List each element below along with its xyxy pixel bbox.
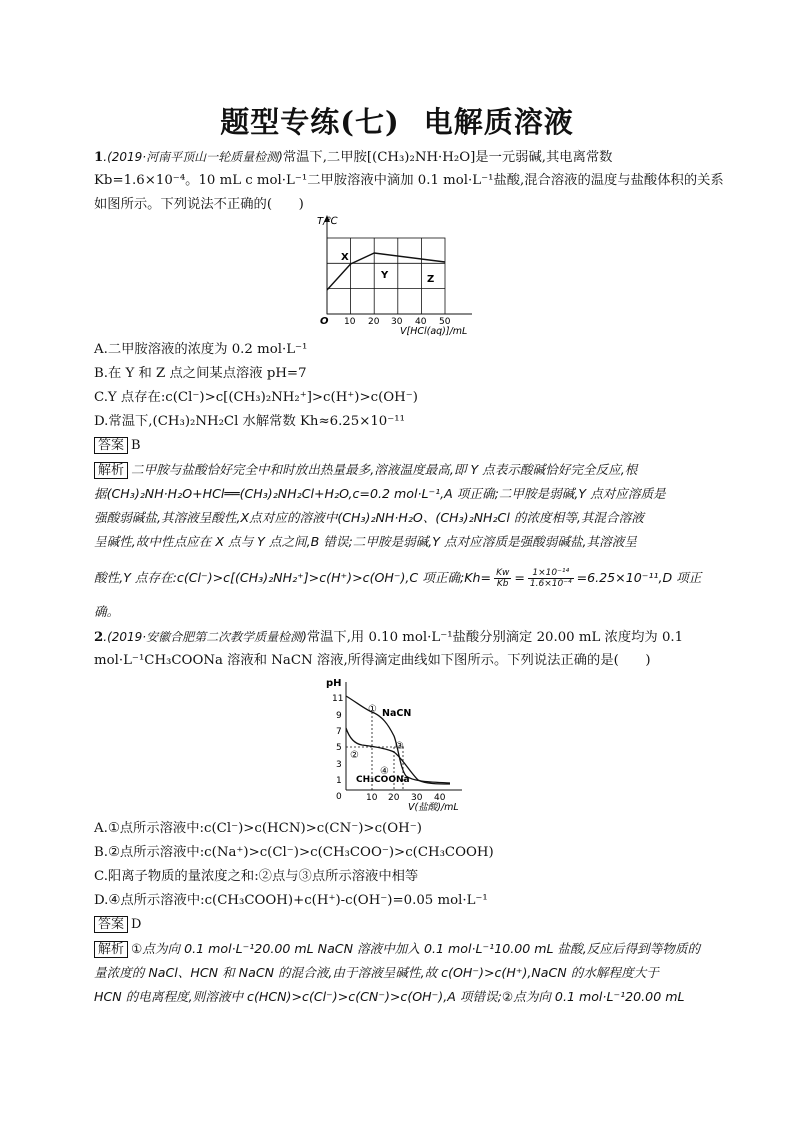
q1-analysis-5a: 酸性,Y 点存在:c(Cl⁻)>c[(CH₃)₂NH₂⁺]>c(H⁺)>c(OH⁻),C 项正确;Kh= <box>94 570 492 585</box>
q2-answer-row <box>94 916 700 934</box>
q2-analysis-tag: 解析 <box>94 941 128 958</box>
q1-point-y: Y <box>381 270 389 281</box>
q1-stem-1: 常温下,二甲胺[(CH₃)₂NH·H₂O]是一元弱碱,其电离常数 <box>282 150 613 165</box>
q1-xtick: 10 <box>344 317 356 327</box>
q1-option-d: D.常温下,(CH₃)₂NH₂Cl 水解常数 Kh≈6.25×10⁻¹¹ <box>94 414 405 429</box>
q1-point-z: Z <box>427 274 435 285</box>
q1-analysis-5 <box>94 568 700 589</box>
q1-analysis-6: 确。 <box>94 604 120 619</box>
q2-analysis-2: 量浓度的 NaCl、HCN 和 NaCN 的混合液,由于溶液呈碱性,故 c(OH⁻)>c(H⁺),NaCN 的水解程度大于 <box>94 965 659 980</box>
q2-ytick: 1 <box>336 776 342 786</box>
q2-ytick: 5 <box>336 743 342 753</box>
q1-analysis-text: 二甲胺与盐酸恰好完全中和时放出热量最多,溶液温度最高,即 Y 点表示酸碱恰好完全反应,根 <box>131 462 638 477</box>
frac-den: 1.6×10⁻⁴ <box>529 579 572 589</box>
q1-number: 1 <box>94 150 104 165</box>
q2-y-label: pH <box>326 678 342 689</box>
q2-ytick: 7 <box>336 727 342 737</box>
q1-option-c: C.Y 点存在:c(Cl⁻)>c[(CH₃)₂NH₂⁺]>c(H⁺)>c(OH⁻) <box>94 390 418 405</box>
q2-option-c: C.阳离子物质的量浓度之和:②点与③点所示溶液中相等 <box>94 869 419 884</box>
q2-source: .(2019·安徽合肥第二次教学质量检测) <box>103 630 307 644</box>
q2-ch3coona-label: CH₃COONa <box>356 775 410 785</box>
q2-mark-2: ② <box>350 750 359 761</box>
q2-nacn-label: NaCN <box>382 708 412 719</box>
q2-option-a: A.①点所示溶液中:c(Cl⁻)>c(HCN)>c(CN⁻)>c(OH⁻) <box>94 821 422 836</box>
q2-option-d: D.④点所示溶液中:c(CH₃COOH)+c(H⁺)-c(OH⁻)=0.05 mol·L⁻¹ <box>94 893 488 908</box>
q1-answer-tag: 答案 <box>94 437 128 454</box>
q2-analysis-1 <box>94 940 700 958</box>
q2-line1 <box>94 628 700 647</box>
q2-option-b: B.②点所示溶液中:c(Na⁺)>c(Cl⁻)>c(CH₃COO⁻)>c(CH₃COOH) <box>94 845 494 860</box>
q1-line1 <box>94 148 700 167</box>
q1-xtick: 30 <box>391 317 403 327</box>
q1-option-b: B.在 Y 和 Z 点之间某点溶液 pH=7 <box>94 366 307 381</box>
q2-stem-1: 常温下,用 0.10 mol·L⁻¹盐酸分别滴定 20.00 mL 浓度均为 0.1 <box>306 630 684 645</box>
q1-analysis-tag: 解析 <box>94 462 128 479</box>
q1-xtick: 20 <box>368 317 380 327</box>
title-part1: 题型专练(七) <box>220 105 400 139</box>
q1-analysis-2: 据(CH₃)₂NH·H₂O+HCl══(CH₃)₂NH₂Cl+H₂O,c=0.2 mol·L⁻¹,A 项正确;二甲胺是弱碱,Y 点对应溶质是 <box>94 486 666 501</box>
title-part2: 电解质溶液 <box>423 105 574 139</box>
q2-origin: 0 <box>336 792 342 802</box>
q2-xtick: 20 <box>388 793 400 803</box>
q2-ytick: 11 <box>332 694 344 704</box>
q2-number: 2 <box>94 630 104 645</box>
q2-answer-tag: 答案 <box>94 916 128 933</box>
q2-line2: mol·L⁻¹CH₃COONa 溶液和 NaCN 溶液,所得滴定曲线如下图所示。下列说法正确的是( ) <box>94 653 651 668</box>
q1-answer: B <box>131 438 141 453</box>
q2-x-label: V(盐酸)/mL <box>408 802 459 812</box>
q1-point-x: X <box>341 252 349 263</box>
q1-temperature-chart <box>312 212 492 336</box>
q2-titration-chart <box>322 672 470 812</box>
q1-x-label: V[HCl(aq)]/mL <box>400 326 468 336</box>
frac-den: Kb <box>496 579 509 589</box>
q2-analysis-3: HCN 的电离程度,则溶液中 c(HCN)>c(Cl⁻)>c(CN⁻)>c(OH⁻),A 项错误;②点为向 0.1 mol·L⁻¹20.00 mL <box>94 989 685 1004</box>
q1-xtick: 50 <box>439 317 451 327</box>
q2-mark-4: ④ <box>380 766 389 777</box>
q2-mark-1: ① <box>368 704 377 715</box>
q1-analysis-5b: =6.25×10⁻¹¹,D 项正 <box>576 570 702 585</box>
q1-analysis-4: 呈碱性,故中性点应在 X 点与 Y 点之间,B 错误;二甲胺是弱碱,Y 点对应溶质是强酸弱碱盐,其溶液呈 <box>94 534 637 549</box>
q2-analysis-text: ①点为向 0.1 mol·L⁻¹20.00 mL NaCN 溶液中加入 0.1 mol·L⁻¹10.00 mL 盐酸,反应后得到等物质的 <box>131 941 701 956</box>
q1-line3: 如图所示。下列说法不正确的( ) <box>94 197 304 212</box>
q1-option-a: A.二甲胺溶液的浓度为 0.2 mol·L⁻¹ <box>94 342 308 357</box>
q1-line2: Kb=1.6×10⁻⁴。10 mL c mol·L⁻¹二甲胺溶液中滴加 0.1 mol·L⁻¹盐酸,混合溶液的温度与盐酸体积的关系 <box>94 173 724 188</box>
q2-ytick: 3 <box>336 760 342 770</box>
q2-xtick: 30 <box>411 793 423 803</box>
q2-ytick: 9 <box>336 711 342 721</box>
q1-answer-row <box>94 437 700 455</box>
q2-xtick: 40 <box>434 793 446 803</box>
q2-mark-3: ③ <box>395 741 404 752</box>
page-title <box>0 100 794 141</box>
q1-analysis-3: 强酸弱碱盐,其溶液呈酸性,X点对应的溶液中(CH₃)₂NH·H₂O、(CH₃)₂NH₂Cl 的浓度相等,其混合溶液 <box>94 510 644 525</box>
q1-y-label: T/℃ <box>317 216 338 227</box>
q1-xtick: 40 <box>415 317 427 327</box>
equals-sign: = <box>514 570 525 585</box>
kw-kb-fraction <box>494 568 511 589</box>
q2-answer: D <box>131 917 142 932</box>
frac-num: Kw <box>496 568 510 578</box>
frac-num: 1×10⁻¹⁴ <box>528 568 574 579</box>
q2-xtick: 10 <box>366 793 378 803</box>
q1-analysis-1 <box>94 461 700 479</box>
value-fraction <box>528 568 574 589</box>
q1-source: .(2019·河南平顶山一轮质量检测) <box>103 150 283 164</box>
q1-origin: O <box>320 316 329 327</box>
